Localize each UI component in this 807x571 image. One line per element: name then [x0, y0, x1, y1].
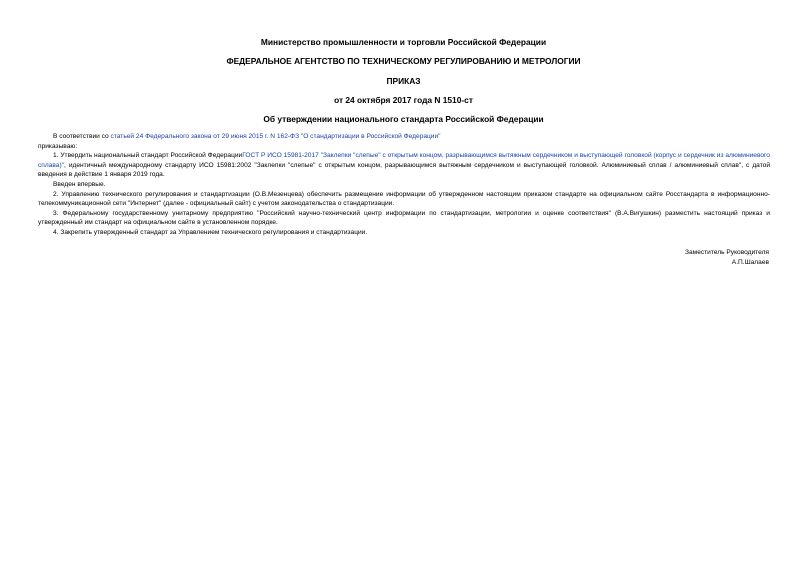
signature-block — [685, 248, 769, 268]
document-body — [38, 132, 770, 238]
ministry-title: Министерство промышленности и торговли Российской Федерации — [260, 37, 547, 47]
item-1-suffix: , идентичный международному стандарту ИСО 15981:2002 "Заклепки "слепые" с открытым концом, разрывающимся вытяжным сердечником и выступающей головкой. Алюминиевый сплав / алюминиевый сплав", с датой введения в действие 1 января 2019 года. — [38, 161, 770, 179]
intro-prefix: В соответствии со — [53, 133, 111, 140]
agency-title: ФЕДЕРАЛЬНОЕ АГЕНТСТВО ПО ТЕХНИЧЕСКОМУ РЕГУЛИРОВАНИЮ И МЕТРОЛОГИИ — [226, 56, 581, 66]
document-date: от 24 октября 2017 года N 1510-ст — [334, 95, 473, 105]
item-1 — [38, 151, 770, 180]
signature-position: Заместитель Руководителя — [685, 249, 769, 256]
intro-paragraph — [38, 132, 770, 142]
item-4: 4. Закрепить утвержденный стандарт за Управлением технического регулирования и стандартизации. — [53, 228, 368, 236]
document-type: ПРИКАЗ — [386, 76, 421, 86]
item-3: 3. Федеральному государственному унитарному предприятию "Российский научно-технический центр информации по стандартизации, метрологии и оценке соответствия" (В.А.Вигушкин) разместить настоящий приказ и утвержденный им стандарт на официальном сайте в установленном порядке. — [38, 209, 770, 227]
item-2: 2. Управлению технического регулирования и стандартизации (О.В.Мезенцева) обеспечить размещение информации об утвержденном настоящим приказом стандарте на официальном сайте Росстандарта в информационно-телекоммуникационной сети "Интернет" (далее - официальный сайт) с учетом законодательства о стандартизации. — [38, 190, 770, 208]
order-word: приказываю: — [38, 142, 78, 150]
standard-link[interactable]: ГОСТ Р ИСО 15981-2017 "Заклепки "слепые" с открытым концом, разрывающимся вытяжным сердечником и выступающей головкой (корпус и сердечник из алюминиевого сплава)" — [38, 152, 770, 169]
document-subject: Об утверждении национального стандарта Российской Федерации — [263, 114, 544, 124]
law-link[interactable]: статьей 24 Федерального закона от 29 июня 2015 г. N 162-ФЗ "О стандартизации в Российской Федерации" — [110, 133, 441, 140]
introduced-note: Введен впервые. — [53, 180, 106, 188]
signature-name: А.П.Шалаев — [731, 259, 769, 266]
item-1-prefix: 1. Утвердить национальный стандарт Российской Федерации — [53, 152, 243, 160]
